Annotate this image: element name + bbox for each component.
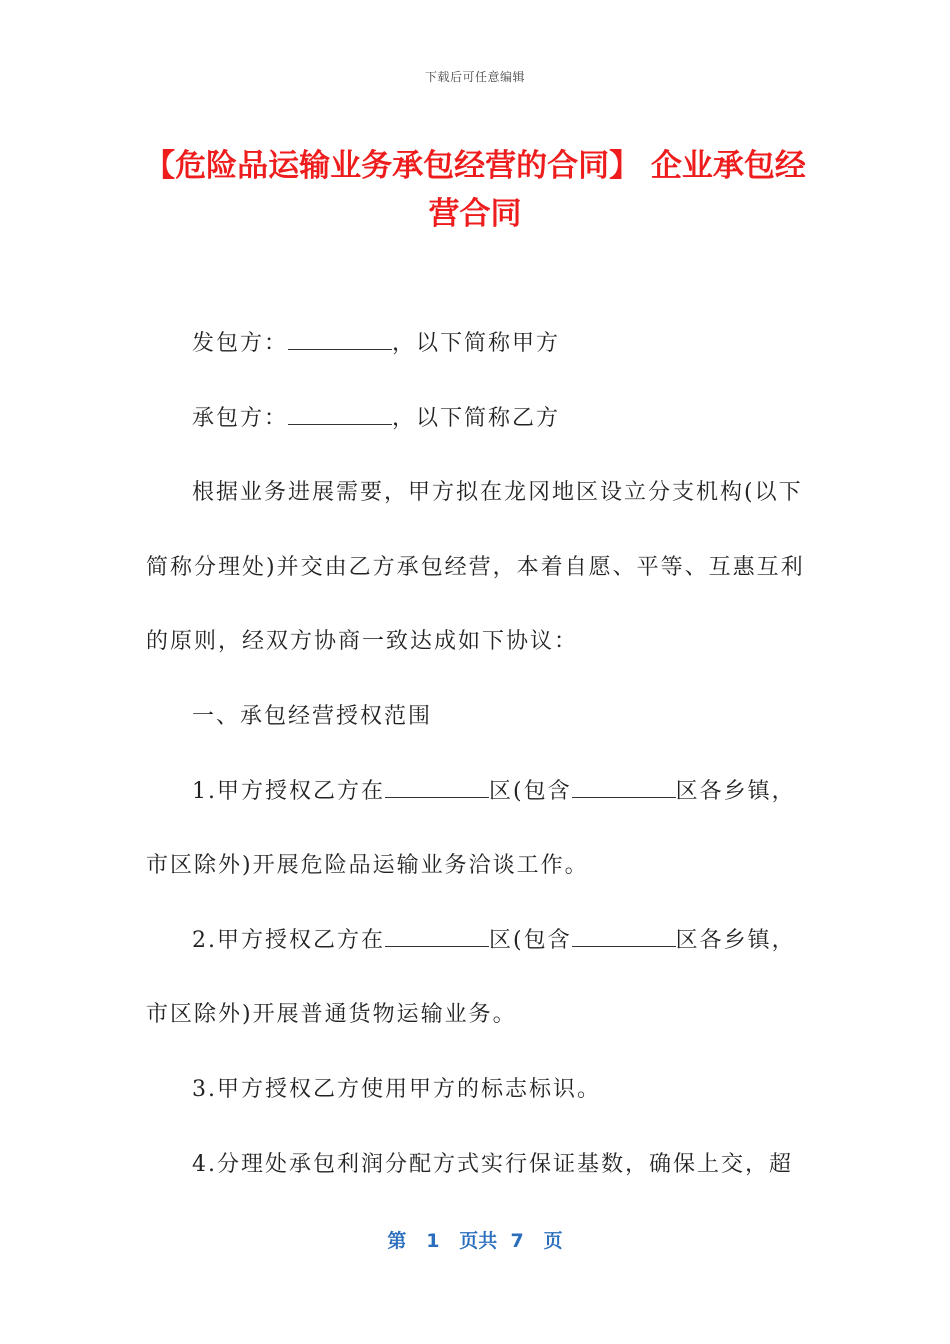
- party-b-prefix: 承包方：: [192, 405, 289, 431]
- item-1-blank-1: [385, 779, 489, 798]
- item-3-line: 3.甲方授权乙方使用甲方的标志标识。: [192, 1076, 601, 1102]
- page-prefix: 第: [387, 1230, 407, 1252]
- item-4-line-1: 4.分理处承包利润分配方式实行保证基数，确保上交，超: [192, 1151, 793, 1177]
- section-1-heading: 一、承包经营授权范围: [192, 703, 433, 729]
- item-2-part-3: 区各乡镇，: [675, 927, 796, 953]
- item-1-line-2: 市区除外)开展危险品运输业务洽谈工作。: [146, 853, 589, 879]
- item-2-blank-1: [385, 928, 489, 947]
- party-b-blank: [288, 406, 392, 425]
- party-a-blank: [288, 331, 392, 350]
- intro-line-2: 简称分理处)并交由乙方承包经营，本着自愿、平等、互惠互利: [146, 554, 805, 580]
- item-2-part-1: 2.甲方授权乙方在: [192, 927, 385, 953]
- page-middle: 页共: [459, 1230, 498, 1252]
- party-a-prefix: 发包方：: [192, 331, 289, 356]
- page-footer: [0, 1226, 950, 1253]
- party-b-line: [146, 395, 806, 470]
- page-current: 1: [426, 1230, 440, 1252]
- item-2-line-2: 市区除外)开展普通货物运输业务。: [146, 1002, 517, 1028]
- party-b-suffix: ，以下简称乙方: [392, 405, 561, 431]
- page-suffix: 页: [543, 1230, 563, 1252]
- header-note: 下载后可任意编辑: [424, 70, 525, 84]
- item-1-part-1: 1.甲方授权乙方在: [192, 778, 385, 804]
- document-title: 【危险品运输业务承包经营的合同】 企业承包经营合同: [144, 148, 806, 232]
- item-1-line-1: [146, 768, 806, 843]
- party-a-suffix: ，以下简称甲方: [392, 331, 561, 356]
- item-1-part-2: 区(包含: [489, 778, 572, 804]
- document-body: [146, 320, 806, 1215]
- intro-line-3: 的原则，经双方协商一致达成如下协议：: [146, 629, 579, 655]
- item-2-part-2: 区(包含: [489, 927, 572, 953]
- party-a-line: [146, 320, 806, 395]
- item-1-part-3: 区各乡镇，: [675, 778, 796, 804]
- intro-line-1: 根据业务进展需要，甲方拟在龙冈地区设立分支机构(以下: [192, 480, 803, 506]
- page-total: 7: [510, 1230, 524, 1252]
- item-1-blank-2: [572, 779, 676, 798]
- item-2-blank-2: [572, 928, 676, 947]
- item-2-line-1: [146, 917, 806, 992]
